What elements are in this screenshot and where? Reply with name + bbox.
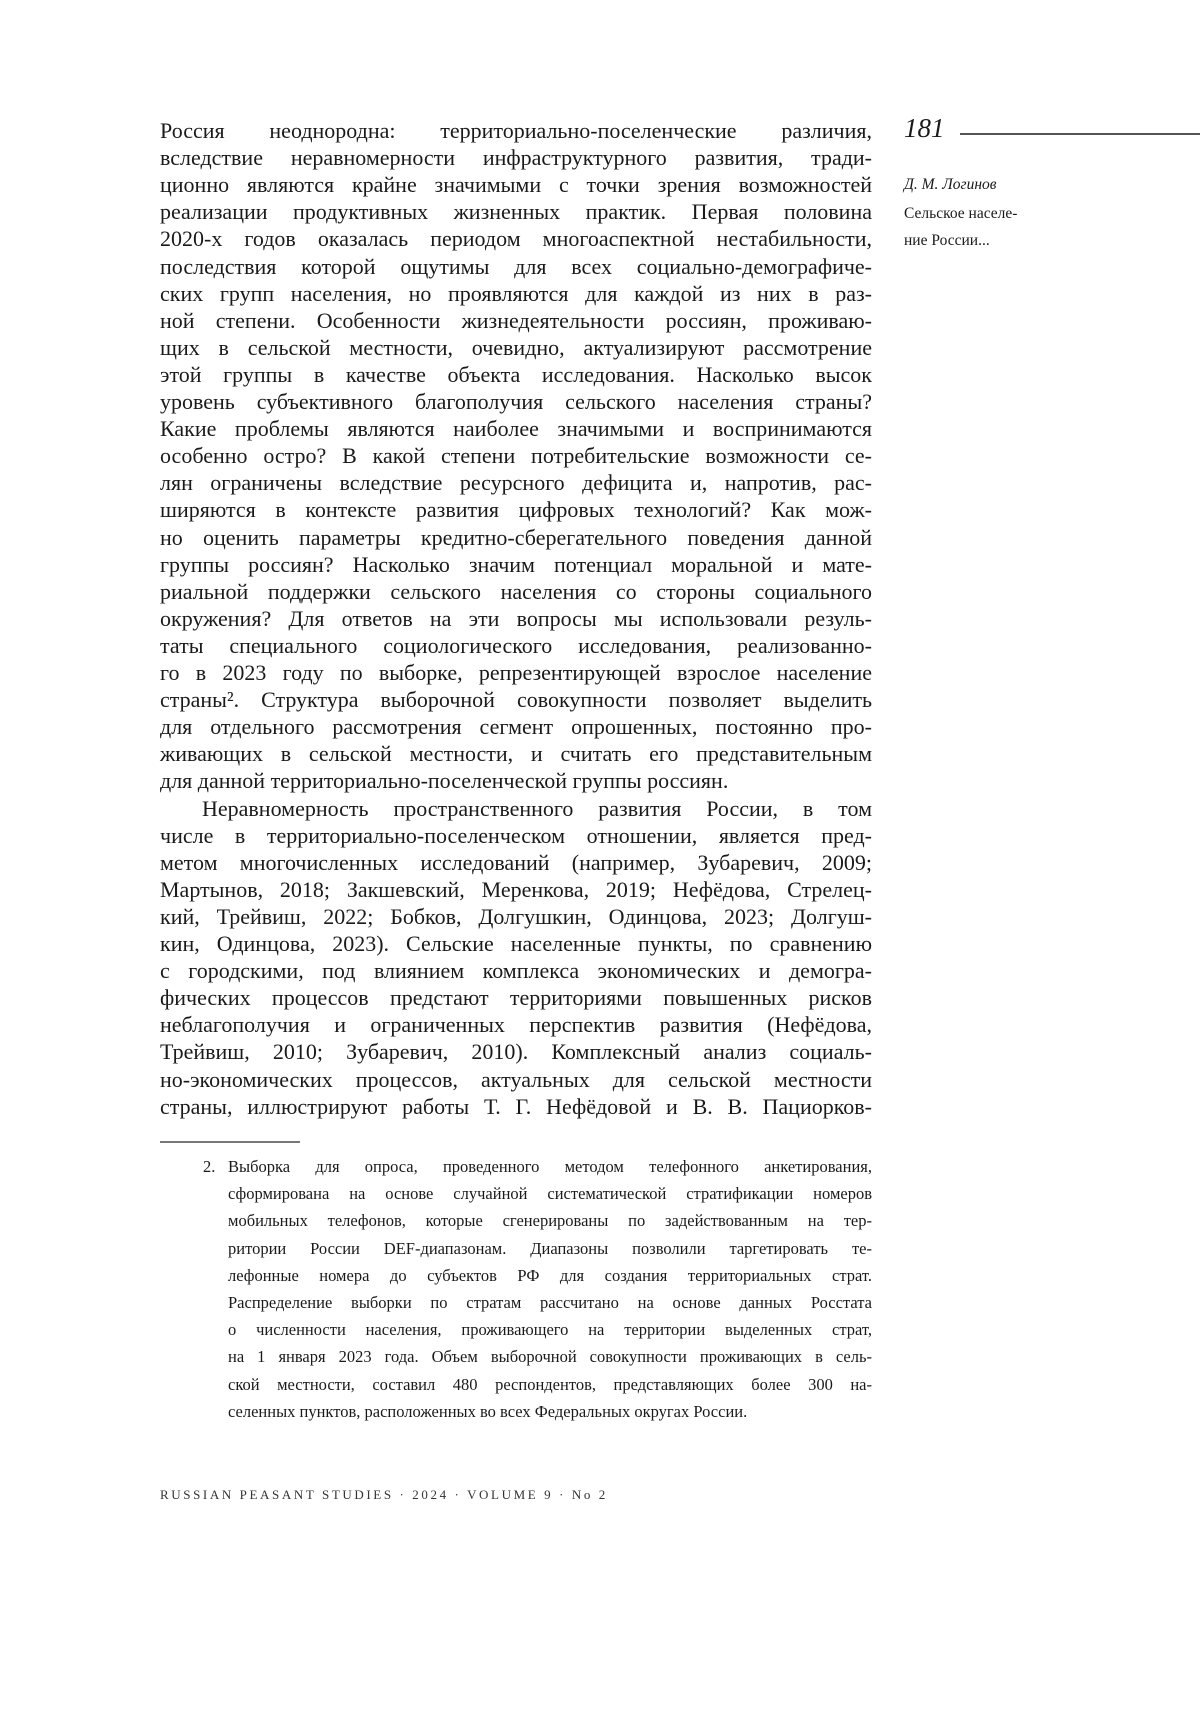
page-number: 181	[904, 113, 945, 143]
body-line: с городскими, под влиянием комплекса экономических и демогра-	[160, 958, 872, 984]
body-line: Россия неоднородна: территориально-поселенческие различия,	[160, 118, 872, 143]
body-line: кин, Одинцова, 2023). Сельские населенные пункты, по сравнению	[160, 931, 872, 956]
body-line: реализации продуктивных жизненных практик. Первая половина	[160, 199, 872, 225]
running-title-line: Сельское населе-	[904, 205, 1018, 222]
body-line: последствия которой ощутимы для всех социально-демографиче-	[160, 253, 872, 279]
body-line: этой группы в качестве объекта исследования. Насколько высок	[160, 361, 872, 387]
body-line: риальной поддержки сельского населения со стороны социального	[160, 578, 872, 604]
footnote-number: 2.	[203, 1157, 216, 1176]
footnote-line: ритории России DEF-диапазонам. Диапазоны позволили таргетировать те-	[228, 1238, 872, 1258]
journal-footer: RUSSIAN PEASANT STUDIES · 2024 · VOLUME 9 · No 2	[160, 1487, 608, 1502]
body-line: страны². Структура выборочной совокупности позволяет выделить	[160, 687, 872, 713]
footnote-line: мобильных телефонов, которые сгенерированы по задействованным на тер-	[228, 1211, 872, 1231]
footnote-line: ской местности, составил 480 респондентов, представляющих более 300 на-	[228, 1374, 872, 1394]
body-line: неблагополучия и ограниченных перспектив развития (Нефёдова,	[160, 1012, 872, 1038]
body-line: ционно являются крайне значимыми с точки зрения возможностей	[160, 172, 872, 198]
body-line: го в 2023 году по выборке, репрезентирующей взрослое население	[160, 660, 872, 685]
body-line: вследствие неравномерности инфраструктурного развития, тради-	[160, 145, 872, 171]
footnote-line: лефонные номера до субъектов РФ для создания территориальных страт.	[228, 1265, 872, 1285]
body-line: страны, иллюстрируют работы Т. Г. Нефёдовой и В. В. Пациорков-	[160, 1093, 872, 1119]
body-line: живающих в сельской местности, и считать его представительным	[160, 741, 872, 767]
body-line: для отдельного рассмотрения сегмент опрошенных, постоянно про-	[160, 714, 872, 740]
body-line: для данной территориально-поселенческой группы россиян.	[160, 768, 729, 794]
body-line: таты специального социологического исследования, реализованно-	[160, 632, 872, 658]
body-line: Какие проблемы являются наиболее значимыми и воспринимаются	[160, 416, 872, 442]
body-line: лян ограничены вследствие ресурсного дефицита и, напротив, рас-	[160, 470, 872, 496]
footnote-rule	[160, 1141, 300, 1143]
footnote-line: селенных пунктов, расположенных во всех Федеральных округах России.	[228, 1401, 748, 1421]
body-line: Неравномерность пространственного развития России, в том	[202, 795, 872, 821]
body-line: ной степени. Особенности жизнедеятельности россиян, проживаю-	[160, 307, 872, 333]
body-line: кий, Трейвиш, 2022; Бобков, Долгушкин, Одинцова, 2023; Долгуш-	[160, 903, 872, 929]
body-line: Трейвиш, 2010; Зубаревич, 2010). Комплексный анализ социаль-	[160, 1039, 872, 1065]
body-line: числе в территориально-поселенческом отношении, является пред-	[160, 822, 872, 848]
body-line: Мартынов, 2018; Закшевский, Меренкова, 2019; Нефёдова, Стрелец-	[160, 876, 872, 902]
body-line: фических процессов предстают территориями повышенных рисков	[160, 985, 872, 1011]
body-line: метом многочисленных исследований (например, Зубаревич, 2009;	[160, 849, 872, 875]
footnote-line: о численности населения, проживающего на территории выделенных страт,	[228, 1320, 872, 1340]
running-author: Д. М. Логинов	[904, 176, 997, 193]
body-line: ских групп населения, но проявляются для каждой из них в раз-	[160, 280, 872, 306]
body-line: 2020-х годов оказалась периодом многоаспектной нестабильности,	[160, 226, 872, 252]
body-line: особенно остро? В какой степени потребительские возможности се-	[160, 443, 872, 469]
footnote-line: сформирована на основе случайной систематической стратификации номеров	[228, 1184, 872, 1204]
body-line: но-экономических процессов, актуальных для сельской местности	[160, 1066, 872, 1092]
header-rule	[960, 133, 1200, 135]
body-line: окружения? Для ответов на эти вопросы мы использовали резуль-	[160, 605, 872, 631]
body-line: но оценить параметры кредитно-сберегательного поведения данной	[160, 524, 872, 550]
footnote-line: на 1 января 2023 года. Объем выборочной совокупности проживающих в сель-	[228, 1347, 872, 1367]
footnote-line: Выборка для опроса, проведенного методом телефонного анкетирования,	[228, 1157, 872, 1176]
body-line: ширяются в контексте развития цифровых технологий? Как мож-	[160, 497, 872, 523]
running-title-line: ние России...	[904, 232, 990, 249]
body-line: уровень субъективного благополучия сельского населения страны?	[160, 389, 872, 414]
body-line: группы россиян? Насколько значим потенциал моральной и мате-	[160, 551, 872, 577]
footnote-line: Распределение выборки по стратам рассчитано на основе данных Росстата	[228, 1293, 872, 1312]
body-line: щих в сельской местности, очевидно, актуализируют рассмотрение	[160, 334, 872, 360]
